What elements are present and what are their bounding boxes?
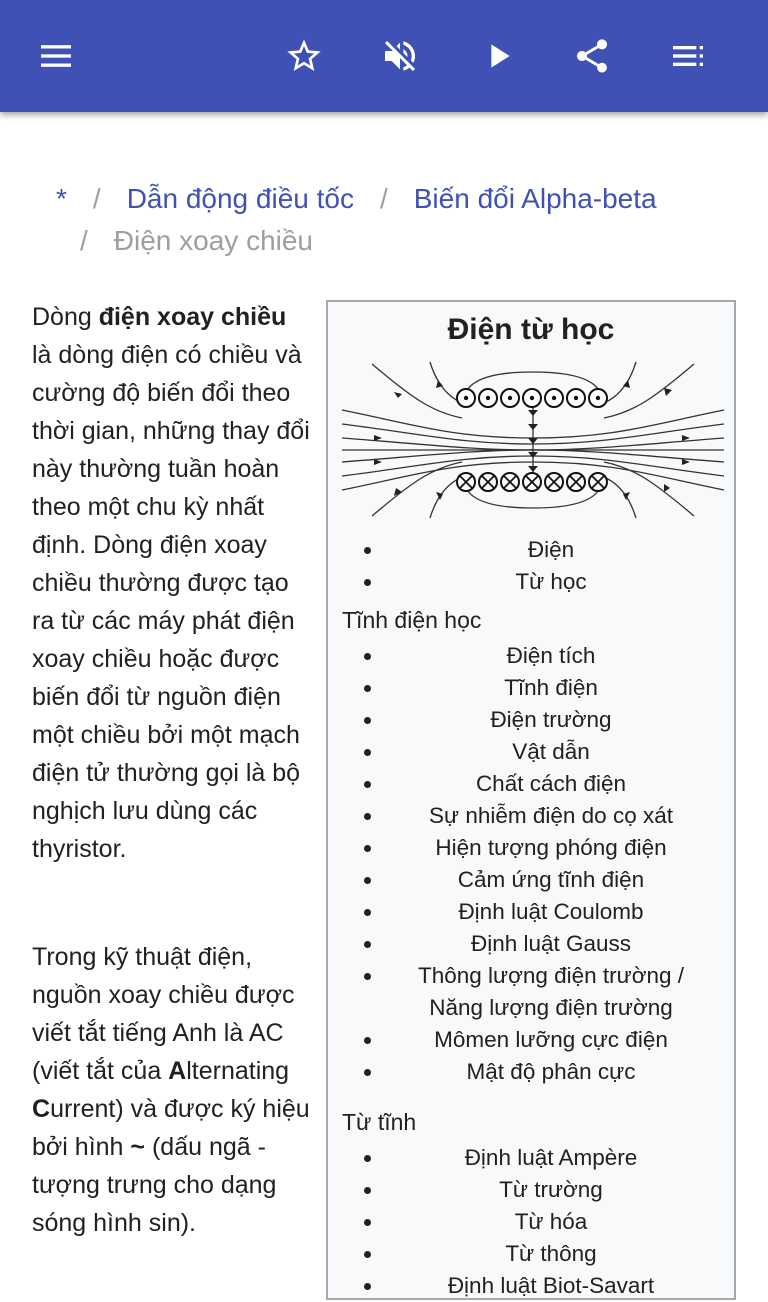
infobox-title: Điện từ học: [447, 313, 615, 346]
article-paragraph: [32, 938, 312, 1242]
infobox-link[interactable]: Chất cách điện: [328, 768, 734, 800]
infobox-link[interactable]: Cảm ứng tĩnh điện: [328, 864, 734, 896]
toc-button[interactable]: [660, 28, 716, 84]
infobox-link[interactable]: Định luật Ampère: [328, 1142, 734, 1174]
infobox-link[interactable]: Vật dẫn: [328, 736, 734, 768]
mute-button[interactable]: [372, 28, 428, 84]
infobox-section-heading: Từ tĩnh: [342, 1109, 417, 1135]
menu-button[interactable]: [28, 28, 84, 84]
infobox-link[interactable]: Thông lượng điện trường / Năng lượng điện trường: [328, 960, 734, 1024]
infobox-link[interactable]: Tĩnh điện: [328, 672, 734, 704]
infobox-link[interactable]: Từ học: [328, 566, 734, 598]
share-icon: [572, 36, 612, 76]
breadcrumb-separator: /: [379, 183, 388, 214]
infobox-link[interactable]: Mật độ phân cực: [328, 1056, 734, 1088]
article-paragraph: [32, 298, 312, 868]
play-button[interactable]: [470, 28, 526, 84]
play-icon: [478, 36, 518, 76]
electromagnetism-diagram: [342, 358, 724, 522]
infobox-link[interactable]: Từ trường: [328, 1174, 734, 1206]
text-run: urrent) và được ký hiệu bởi hình: [32, 1095, 310, 1161]
share-button[interactable]: [564, 28, 620, 84]
bold-term: điện xoay chiều: [98, 303, 287, 331]
infobox-link[interactable]: Điện trường: [328, 704, 734, 736]
breadcrumb-current: Điện xoay chiều: [113, 225, 314, 256]
volume-off-icon: [380, 36, 420, 76]
breadcrumb-separator: /: [92, 183, 101, 214]
infobox-link[interactable]: Sự nhiễm điện do cọ xát: [328, 800, 734, 832]
infobox-link[interactable]: Định luật Biot-Savart: [328, 1270, 734, 1302]
menu-icon: [36, 36, 76, 76]
infobox-link[interactable]: Mômen lưỡng cực điện: [328, 1024, 734, 1056]
text-run: (dấu ngã - tượng trưng cho dạng sóng hình sin).: [32, 1133, 277, 1237]
infobox-link[interactable]: Điện tích: [328, 640, 734, 672]
star-icon: [284, 36, 324, 76]
infobox-list: [328, 1142, 734, 1302]
breadcrumb: [56, 178, 736, 262]
breadcrumb-item[interactable]: *: [56, 183, 67, 214]
bold-letter: A: [168, 1057, 187, 1085]
text-run: là dòng điện có chiều và cường độ biến đổi theo thời gian, những thay đổi này thường tuần hoàn theo một chu kỳ nhất định. Dòng điện xoay chiều thường được tạo ra từ các máy phát điện xoay chiều hoặc được biến đổi từ nguồn điện một chiều bởi một mạch điện tử thường gọi là bộ nghịch lưu dùng các thyristor.: [32, 341, 310, 863]
infobox-link[interactable]: Định luật Coulomb: [328, 896, 734, 928]
infobox-list: [328, 534, 734, 598]
infobox-link[interactable]: Định luật Gauss: [328, 928, 734, 960]
app-toolbar: [0, 0, 768, 112]
breadcrumb-separator: /: [80, 225, 88, 256]
infobox-list: [328, 640, 734, 1088]
infobox-link[interactable]: Hiện tượng phóng điện: [328, 832, 734, 864]
text-run: Dòng: [32, 303, 99, 331]
tilde-symbol: ~: [130, 1133, 146, 1161]
text-run: lternating: [186, 1057, 290, 1085]
infobox-link[interactable]: Từ hóa: [328, 1206, 734, 1238]
breadcrumb-item[interactable]: Biến đổi Alpha-beta: [413, 183, 657, 214]
infobox-link[interactable]: Từ thông: [328, 1238, 734, 1270]
bookmark-button[interactable]: [276, 28, 332, 84]
text-run: Trong kỹ thuật điện, nguồn xoay chiều được viết tắt tiếng Anh là AC (viết tắt của: [32, 943, 295, 1085]
list-icon: [668, 36, 708, 76]
infobox-section-heading: Tĩnh điện học: [342, 607, 482, 633]
infobox: [326, 300, 736, 1300]
bold-letter: C: [32, 1095, 51, 1123]
infobox-link[interactable]: Điện: [328, 534, 734, 566]
breadcrumb-item[interactable]: Dẫn động điều tốc: [126, 183, 354, 214]
